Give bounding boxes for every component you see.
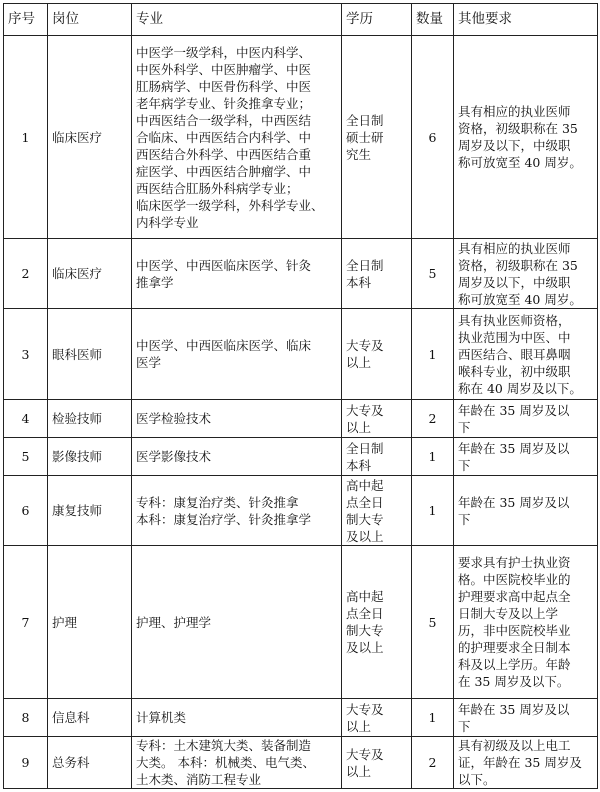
cell-major-line: 本科：康复治疗学、针灸推拿学 <box>136 511 312 527</box>
cell-major-line: 中医外科学、中医肿瘤学、中医 <box>136 61 312 77</box>
cell-post: 总务科 <box>48 737 132 789</box>
cell-other <box>454 239 598 309</box>
cell-other-line: 西医结合、眼耳鼻咽 <box>458 346 571 362</box>
cell-major <box>132 546 342 699</box>
cell-education-line: 高中起 <box>346 477 384 493</box>
cell-other-line: 具有初级及以上电工 <box>458 738 571 753</box>
cell-major-line: 护理、护理学 <box>136 614 212 630</box>
cell-other-line: 年龄在 35 周岁及以 <box>458 440 570 456</box>
cell-education <box>342 546 412 699</box>
table-row <box>4 239 598 309</box>
cell-education-line: 究生 <box>346 146 372 162</box>
cell-education <box>342 400 412 438</box>
cell-index: 9 <box>4 737 48 789</box>
cell-count: 6 <box>412 36 454 239</box>
cell-other-line: 以下。 <box>458 772 496 787</box>
cell-other-line: 科及以上学历。年龄 <box>458 657 571 672</box>
cell-other-line: 要求具有护士执业资 <box>458 555 571 570</box>
cell-count: 1 <box>412 438 454 476</box>
cell-other-line: 证，年龄在 35 周岁及 <box>458 755 582 770</box>
cell-other-line: 下 <box>458 718 471 734</box>
cell-education-line: 及以上 <box>346 528 384 544</box>
recruitment-table <box>3 3 598 789</box>
table-body <box>4 36 598 789</box>
cell-count: 5 <box>412 239 454 309</box>
cell-other-line: 资格，初级职称在 35 <box>458 121 578 136</box>
cell-education-line: 及以上 <box>346 640 384 655</box>
cell-education-line: 本科 <box>346 457 372 473</box>
cell-index: 5 <box>4 438 48 476</box>
cell-other-line: 周岁及以下，中级职 <box>458 138 571 153</box>
cell-other-line: 称可放宽至 40 周岁。 <box>458 155 582 170</box>
cell-major-line: 症医学、中西医结合肿瘤学、中 <box>136 163 312 179</box>
cell-other-line: 年龄在 35 周岁及以 <box>458 701 570 717</box>
cell-count: 2 <box>412 400 454 438</box>
cell-index: 7 <box>4 546 48 699</box>
cell-other-line: 下 <box>458 457 471 473</box>
cell-education <box>342 476 412 546</box>
cell-other-line: 称可放宽至 40 周岁。 <box>458 291 582 307</box>
cell-major-line: 土木类、消防工程专业 <box>136 772 262 787</box>
cell-major-line: 中医学一级学科，中医内科学、 <box>136 44 312 60</box>
header-count: 数量 <box>412 4 454 36</box>
header-index: 序号 <box>4 4 48 36</box>
cell-post: 护理 <box>48 546 132 699</box>
cell-other-line: 下 <box>458 419 471 435</box>
cell-count: 1 <box>412 699 454 737</box>
cell-index: 3 <box>4 309 48 400</box>
cell-major-line: 中西医结合一级学科，中西医结 <box>136 112 312 128</box>
cell-major-line: 医学影像技术 <box>136 449 212 464</box>
cell-index: 6 <box>4 476 48 546</box>
cell-post: 临床医疗 <box>48 36 132 239</box>
cell-education-line: 大专及 <box>346 338 384 353</box>
cell-other <box>454 400 598 438</box>
cell-other-line: 执业范围为中医、中 <box>458 329 571 345</box>
cell-major-line: 大类。 本科：机械类、电气类、 <box>136 755 315 770</box>
cell-major-line: 肛肠病学、中医骨伤科学、中医 <box>136 78 312 94</box>
table-row <box>4 699 598 737</box>
cell-education-line: 以上 <box>346 419 372 435</box>
cell-other-line: 日制大专及以上学 <box>458 606 559 621</box>
table-row <box>4 476 598 546</box>
cell-major-line: 专科：康复治疗类、针灸推拿 <box>136 494 299 510</box>
cell-major <box>132 36 342 239</box>
header-education: 学历 <box>342 4 412 36</box>
cell-other-line: 具有相应的执业医师 <box>458 104 571 119</box>
header-row <box>4 4 598 36</box>
cell-education-line: 全日制 <box>346 440 384 456</box>
cell-education-line: 大专及 <box>346 701 384 717</box>
cell-other-line: 资格，初级职称在 35 <box>458 257 578 273</box>
cell-index: 8 <box>4 699 48 737</box>
cell-major-line: 老年病学专业、针灸推拿专业； <box>136 95 312 111</box>
cell-other-line: 称在 40 周岁及以下。 <box>458 380 582 396</box>
cell-education-line: 高中起 <box>346 589 384 604</box>
cell-other-line: 在 35 周岁及以下。 <box>458 674 570 689</box>
header-post: 岗位 <box>48 4 132 36</box>
cell-index: 1 <box>4 36 48 239</box>
cell-education-line: 全日制 <box>346 112 384 128</box>
cell-count: 1 <box>412 476 454 546</box>
cell-other-line: 具有执业医师资格， <box>458 312 571 328</box>
cell-other <box>454 309 598 400</box>
cell-education <box>342 737 412 789</box>
table-row <box>4 309 598 400</box>
cell-post: 影像技师 <box>48 438 132 476</box>
cell-education-line: 本科 <box>346 274 372 290</box>
cell-education-line: 大专及 <box>346 402 384 418</box>
cell-other-line: 喉科专业，初中级职 <box>458 363 571 379</box>
cell-education-line: 以上 <box>346 718 372 734</box>
table-row <box>4 36 598 239</box>
cell-other-line: 周岁及以下，中级职 <box>458 274 571 290</box>
cell-major-line: 医学检验技术 <box>136 411 212 426</box>
cell-education <box>342 699 412 737</box>
cell-other <box>454 546 598 699</box>
cell-education <box>342 239 412 309</box>
cell-post: 临床医疗 <box>48 239 132 309</box>
cell-major <box>132 239 342 309</box>
cell-other-line: 的护理要求全日制本 <box>458 640 571 655</box>
cell-post: 检验技师 <box>48 400 132 438</box>
cell-post: 康复技师 <box>48 476 132 546</box>
cell-count: 1 <box>412 309 454 400</box>
cell-other <box>454 699 598 737</box>
cell-other <box>454 737 598 789</box>
cell-major-line: 合临床、中西医结合内科学、中 <box>136 129 312 145</box>
cell-major <box>132 438 342 476</box>
cell-major-line: 计算机类 <box>136 710 187 725</box>
cell-education-line: 点全日 <box>346 494 384 510</box>
cell-major-line: 推拿学 <box>136 274 174 290</box>
cell-major <box>132 699 342 737</box>
cell-other <box>454 438 598 476</box>
cell-major <box>132 476 342 546</box>
cell-major-line: 临床医学一级学科，外科学专业、 <box>136 197 324 213</box>
cell-count: 2 <box>412 737 454 789</box>
cell-education <box>342 438 412 476</box>
cell-education-line: 硕士研 <box>346 129 384 145</box>
cell-education-line: 以上 <box>346 763 372 779</box>
cell-post: 眼科医师 <box>48 309 132 400</box>
cell-other-line: 下 <box>458 511 471 527</box>
cell-other <box>454 476 598 546</box>
cell-major-line: 中医学、中西医临床医学、临床 <box>136 338 312 353</box>
cell-education-line: 点全日 <box>346 606 384 621</box>
cell-major-line: 医学 <box>136 355 162 370</box>
cell-education <box>342 36 412 239</box>
cell-major <box>132 737 342 789</box>
cell-post: 信息科 <box>48 699 132 737</box>
cell-major-line: 专科：土木建筑大类、装备制造 <box>136 738 312 753</box>
cell-education-line: 制大专 <box>346 623 384 638</box>
cell-education-line: 全日制 <box>346 257 384 273</box>
cell-other-line: 格。中医院校毕业的 <box>458 572 571 587</box>
cell-major <box>132 309 342 400</box>
cell-other-line: 年龄在 35 周岁及以 <box>458 494 570 510</box>
cell-major-line: 中医学、中西医临床医学、针灸 <box>136 257 312 273</box>
cell-other-line: 护理要求高中起点全 <box>458 589 571 604</box>
cell-other <box>454 36 598 239</box>
cell-count: 5 <box>412 546 454 699</box>
header-other: 其他要求 <box>454 4 598 36</box>
cell-major <box>132 400 342 438</box>
cell-education-line: 制大专 <box>346 511 384 527</box>
cell-education <box>342 309 412 400</box>
cell-major-line: 西医结合肛肠外科病学专业； <box>136 180 299 196</box>
table-row <box>4 737 598 789</box>
cell-major-line: 内科学专业 <box>136 214 199 230</box>
header-major: 专业 <box>132 4 342 36</box>
cell-other-line: 年龄在 35 周岁及以 <box>458 402 570 418</box>
table-row <box>4 400 598 438</box>
cell-index: 4 <box>4 400 48 438</box>
cell-education-line: 以上 <box>346 355 372 370</box>
cell-major-line: 西医结合外科学、中西医结合重 <box>136 146 312 162</box>
cell-education-line: 大专及 <box>346 746 384 762</box>
cell-other-line: 具有相应的执业医师 <box>458 240 571 256</box>
table-row <box>4 546 598 699</box>
cell-other-line: 历，非中医院校毕业 <box>458 623 571 638</box>
table-row <box>4 438 598 476</box>
cell-index: 2 <box>4 239 48 309</box>
